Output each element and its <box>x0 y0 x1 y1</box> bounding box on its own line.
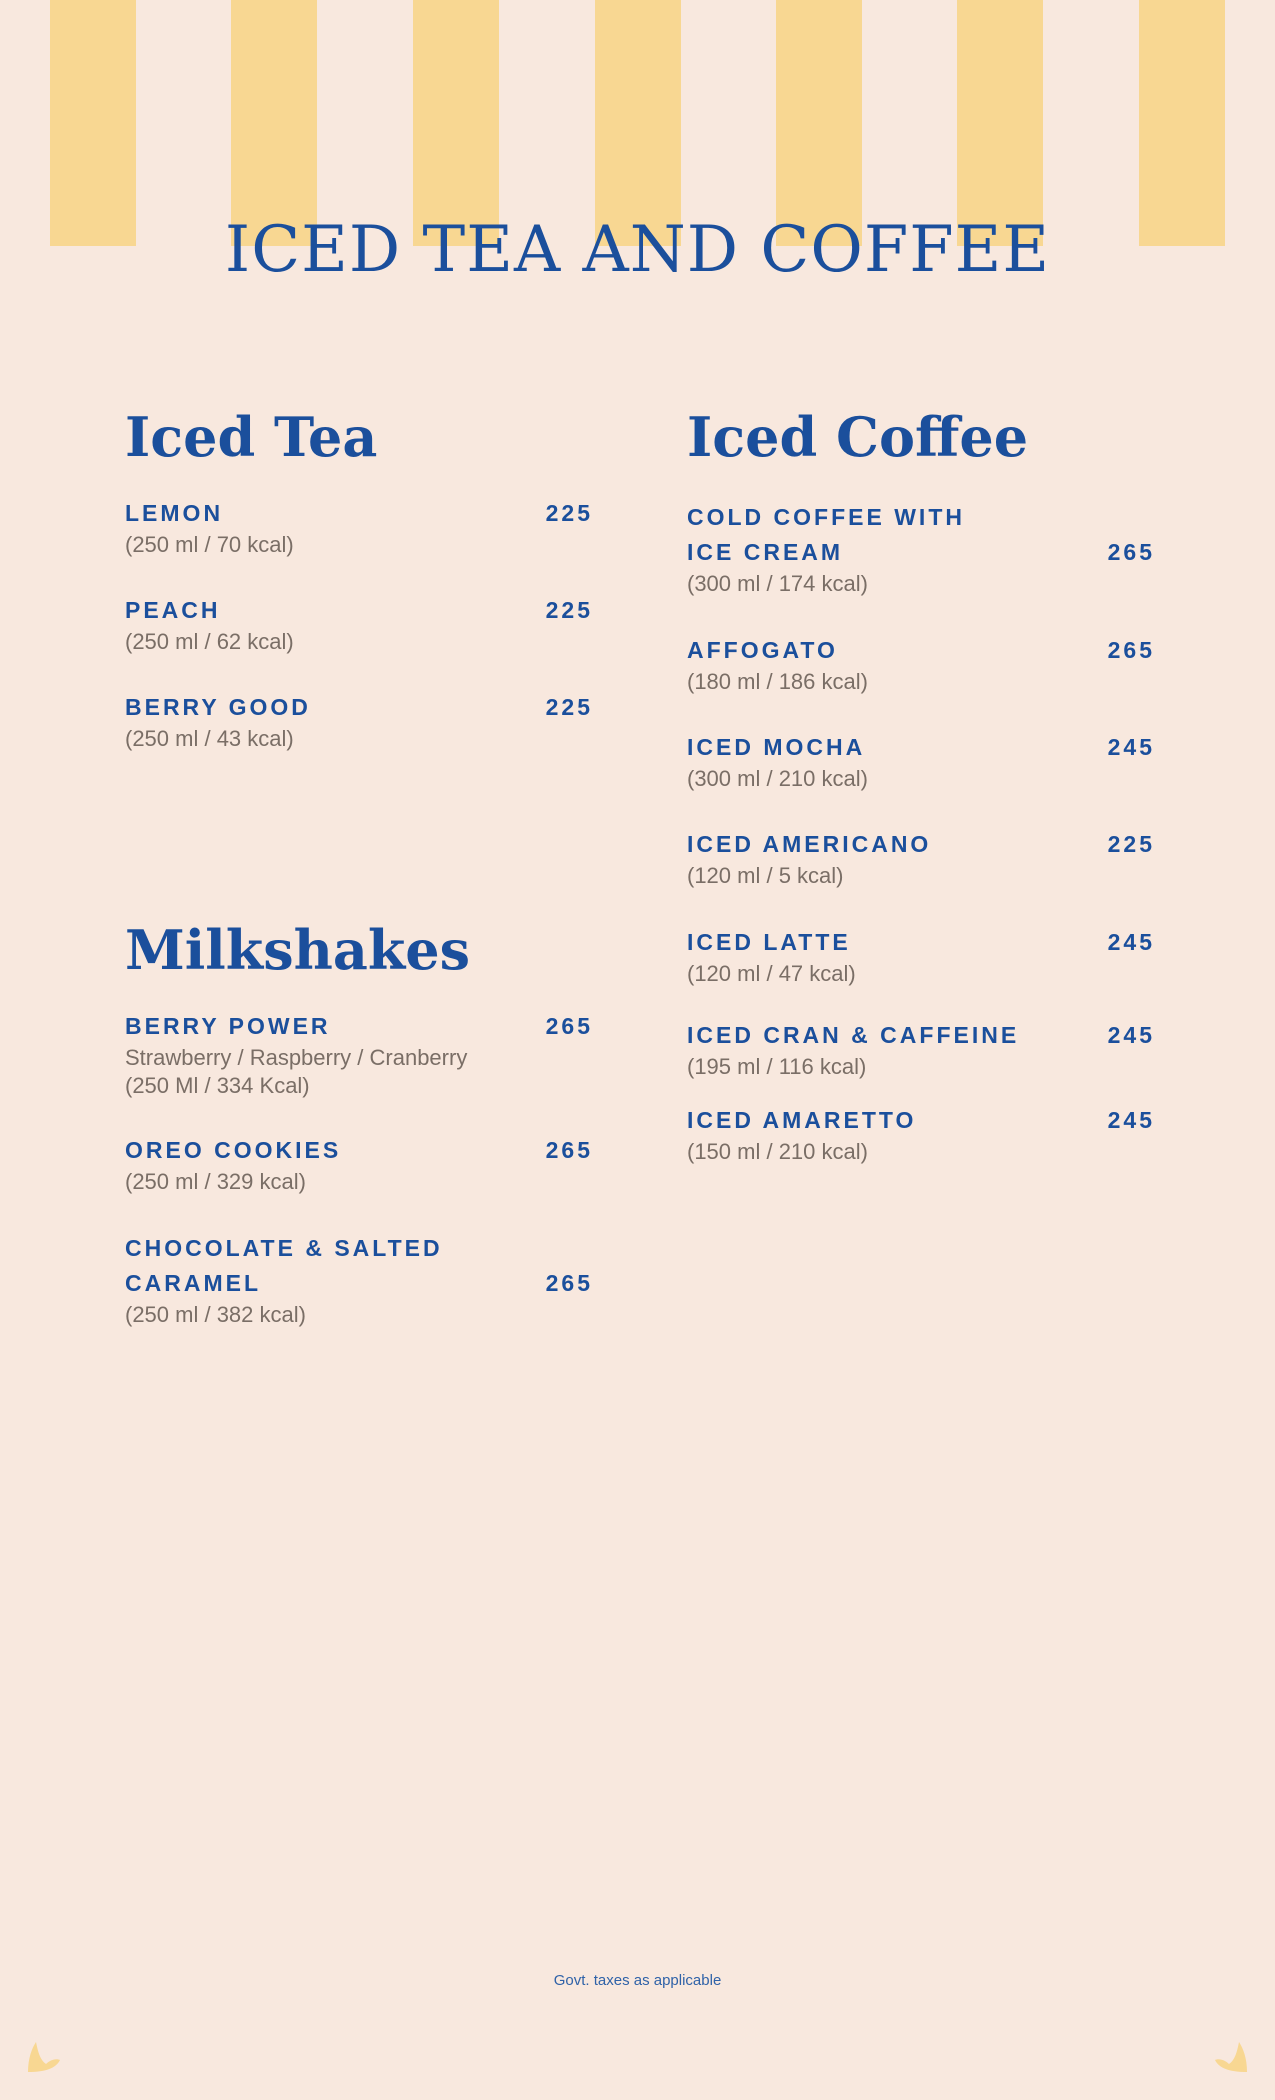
item-name: ICED AMARETTO <box>687 1107 917 1133</box>
item-price: 225 <box>545 597 593 623</box>
item-price: 225 <box>545 500 593 526</box>
item-name: ICED MOCHA <box>687 734 866 760</box>
item-description: (300 ml / 210 kcal) <box>687 766 868 791</box>
item-name: ICED CRAN & CAFFEINE <box>687 1022 1020 1048</box>
menu-item <box>125 1133 593 1196</box>
menu-item <box>687 730 1155 793</box>
item-name: AFFOGATO <box>687 637 838 663</box>
item-price: 265 <box>545 1013 593 1039</box>
item-description: (250 Ml / 334 Kcal) <box>125 1073 310 1098</box>
item-name: OREO COOKIES <box>125 1137 342 1163</box>
item-description: (150 ml / 210 kcal) <box>687 1139 868 1164</box>
item-description: (120 ml / 5 kcal) <box>687 863 844 888</box>
section-title-milkshakes: Milkshakes <box>125 918 471 982</box>
item-price: 245 <box>1107 734 1155 760</box>
item-description: (250 ml / 43 kcal) <box>125 726 294 751</box>
corner-leaf-icon <box>26 2038 62 2074</box>
item-description: (250 ml / 70 kcal) <box>125 532 294 557</box>
menu-item <box>687 633 1155 696</box>
menu-item <box>687 1103 1155 1166</box>
menu-item <box>125 1009 593 1100</box>
item-name: BERRY POWER <box>125 1013 331 1039</box>
item-name: PEACH <box>125 597 221 623</box>
menu-item <box>125 593 593 656</box>
menu-item <box>687 925 1155 988</box>
item-price: 265 <box>545 1270 593 1296</box>
item-price: 245 <box>1107 1022 1155 1048</box>
section-title-iced-tea: Iced Tea <box>125 405 378 469</box>
item-description: (250 ml / 62 kcal) <box>125 629 294 654</box>
item-name: BERRY GOOD <box>125 694 311 720</box>
menu-item <box>125 1231 593 1329</box>
menu-item <box>687 1018 1155 1081</box>
item-description: (300 ml / 174 kcal) <box>687 571 868 596</box>
item-description: (180 ml / 186 kcal) <box>687 669 868 694</box>
menu-item <box>125 496 593 559</box>
item-ingredients: Strawberry / Raspberry / Cranberry <box>125 1045 468 1070</box>
item-price: 265 <box>545 1137 593 1163</box>
item-price: 265 <box>1107 637 1155 663</box>
page-title: ICED TEA AND COFFEE <box>224 213 1051 287</box>
item-description: (195 ml / 116 kcal) <box>687 1054 867 1079</box>
item-price: 245 <box>1107 1107 1155 1133</box>
item-name: CHOCOLATE & SALTED CARAMEL <box>125 1235 443 1296</box>
item-name: ICED AMERICANO <box>687 831 932 857</box>
item-price: 265 <box>1107 539 1155 565</box>
item-name: LEMON <box>125 500 224 526</box>
menu-item <box>687 500 1155 598</box>
item-price: 225 <box>545 694 593 720</box>
item-name: ICED LATTE <box>687 929 851 955</box>
menu-item <box>125 690 593 753</box>
item-price: 245 <box>1107 929 1155 955</box>
item-description: (250 ml / 382 kcal) <box>125 1302 306 1327</box>
section-title-iced-coffee: Iced Coffee <box>687 405 1029 469</box>
item-name: COLD COFFEE WITH ICE CREAM <box>687 504 965 565</box>
corner-leaf-icon <box>1213 2038 1249 2074</box>
tax-note: Govt. taxes as applicable <box>553 1972 722 1989</box>
item-description: (120 ml / 47 kcal) <box>687 961 856 986</box>
item-description: (250 ml / 329 kcal) <box>125 1169 306 1194</box>
item-price: 225 <box>1107 831 1155 857</box>
menu-item <box>687 827 1155 890</box>
